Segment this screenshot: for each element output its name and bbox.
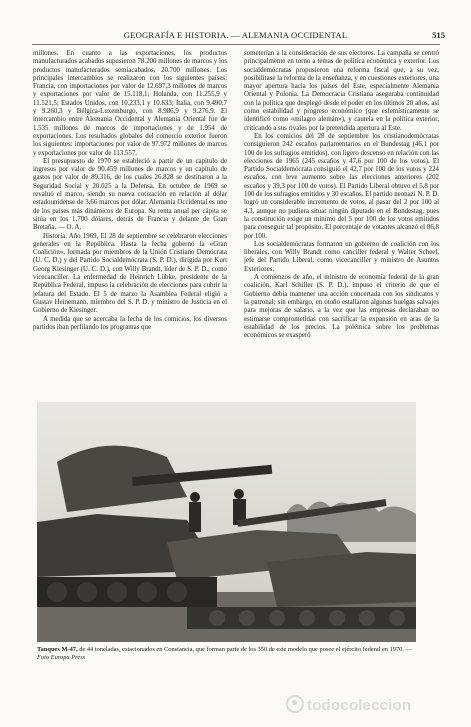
- watermark-logo-icon: [286, 695, 304, 713]
- watermark: [286, 695, 446, 719]
- right-column: [244, 50, 439, 395]
- photo-credit: Foto Europa Press: [37, 653, 86, 661]
- paragraph-campaign: someterían a la consideración de sus electores. La campaña se centró principalmente en torno a temas de política económica y exterior. Los socialdemócratas propusieron una reforma fiscal que, a su vez, posibilitase la reforma de la enseñanza, y en cuestiones exteriores, una mayor apertura hacia los países del Este, especialmente Alemania Oriental y Polonia. La Democracia Cristiana aseguraba continuidad con la política que desplegó desde el poder en los últimos 20 años, así como estabilidad y progreso económico (que esfemísticamente se identificó como «milagro alemán»), y cautela en la política exterior, criticando a sus rivales por la pretendida apertura al Este.: [244, 50, 439, 132]
- paragraph-history: Historia. Año 1969. El 28 de septiembre se celebraron elecciones generales en la República. Hasta la fecha gobernó la «Gran Coalición», formada por miembros de la Unión Cristiano Demócrata (U. C. D.) y del Partido Socialdemócrata (S. P. D.), dirigida por Kurt Georg Kiesinger (U. C. D.), con Willy Brandt, líder de S. P. D., como vicecanciller. La enfermedad de Heinrich Lübke, presidente de la República Federal, impuso la celebración de elecciones para cubrir la jefatura del Estado. El 5 de marzo la Asamblea Federal eligió a Gustav Heinemann, miembro del S. P. D. y ministro de Justicia en el Gobierno de Kiesinger.: [33, 232, 227, 315]
- watermark-text: todocoleccion: [307, 697, 412, 714]
- running-title: GEOGRAFÍA E HISTORIA. — ALEMANIA OCCIDENTAL: [123, 30, 348, 40]
- tank-icon: [37, 402, 416, 642]
- caption-text: de 44 toneladas, estacionados en Constancia, que forman parte de los 350 de este modelo que posee el ejército federal en 1970. —: [77, 646, 412, 653]
- page-number: 515: [432, 30, 445, 40]
- tanks-photo: [37, 402, 416, 642]
- paragraph-coalition: Los socialdemócratas formaron un gobierno de coalición con los liberales, con Willy Brandt como canciller federal y Walter Scheel, jefe del Partido Liberal, como vicecanciller y ministro de Asuntos Exteriores.: [244, 240, 439, 273]
- paragraph-campaign-start: A medida que se acercaba la fecha de los comicios, los diversos partidos iban perfilando los programas que: [33, 315, 227, 331]
- page-header: [0, 30, 471, 44]
- caption-lead: Tanques M-47,: [37, 646, 78, 653]
- paragraph-election-results: En los comicios del 28 de septiembre los cristianodemócratas consiguieron 242 escaños parlamentarios en el Bundestag (46,1 por 100 de los sufragios emitidos), con ligero descenso en relación con las elecciones de 1965 (245 escaños y 47,6 por 100 de los votos). El Partido Socialdemócrata consiguió el 42,7 por 100 de los votos y 224 escaños, con leve aumento sobre las elecciones anteriores (202 escaños y 39,3 por 100 de votos). El Partido Liberal obtuvo el 5,8 por 100 de los sufragios emitidos y 30 escaños. El partido neonazi N. P. D. logró un considerable incremento de votos, al pasar del 2 por 100 al 4,3, aunque no pudiera situar ningún diputado en el Bundestag, pues la constitución exige un mínimo del 5 por 100 de los votos emitidos para conseguir tal propósito. El porcentaje de votantes alcanzó el 86,8 por 100.: [244, 132, 439, 240]
- paragraph-trade: millones. En cuanto a las exportaciones, los productos manufacturados acabados supusieron 78.200 millones de marcos y los productos manufacturados semiacabados, 20.700 millones. Los principales intercambios se realizaron con los siguientes países: Francia, con importaciones por valor de 12.697,3 millones de marcos y exportaciones por valor de 15.118,1; Holanda, con 11.255,9 y 11.521,5; Estados Unidos, con 10.233,1 y 10.633; Italia, con 9.490,7 y 9.260,3 y Bélgica-Luxemburgo, con 8.986,9 y 9.276,9. El intercambio entre Alemania Occidental y Alemania Oriental fue de 1.535 millones de marcos de importaciones y de 1.954 de exportaciones. Los resultados globales del comercio exterior fueron los siguientes: importaciones por valor de 97.972 millones de marcos y exportaciones por valor de 113.557.: [33, 50, 227, 157]
- header-rule: [32, 44, 440, 45]
- photo-caption: [37, 646, 417, 662]
- paragraph-budget: El presupuesto de 1970 se estableció a partir de un capítulo de ingresos por valor de 90.459 millones de marcos y un capítulo de gastos por valor de 89.316, de los cuales 26.828 se destinaron a la Seguridad Social y 20.025 a la Defensa. En octubre de 1969 se revaluó el marco, siendo su nueva cotización en relación al dólar estadounidense de 3,66 marcos por dólar. Alemania Occidental es uno de los países más dinámicos de Europa. Su renta anual per cápita se sitúa en los 1.700 dólares, detrás de Francia y delante de Gran Bretaña. — O. A.: [33, 157, 227, 232]
- paragraph-economy: A comienzos de año, el ministro de economía federal de la gran coalición, Karl Schiller (S. P. D.), impuso el criterio de que el Gobierno debía mantener una acción concertada con los sindicatos y la patronal; sin embargo, en otoño estallaron algunas huelgas salvajes para mejoras de salario, a la vez que las empresas declaraban no estimarse comprometidas con sacrificar la expansión en aras de la estabilidad de los precios. La polémica sobre los problemas económicos se exasperó: [244, 274, 439, 340]
- left-column: [33, 50, 227, 395]
